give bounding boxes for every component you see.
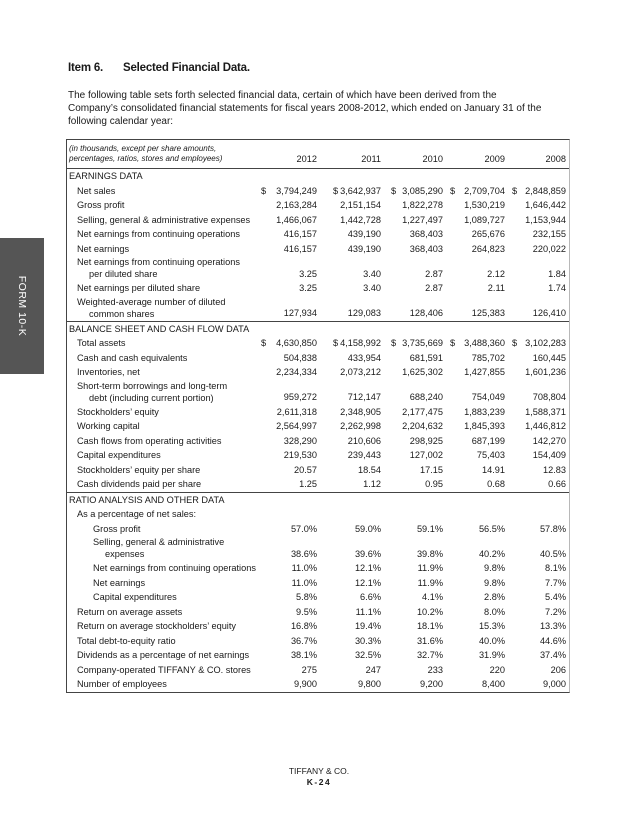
value-cell: 1,822,278 bbox=[402, 200, 443, 210]
value-cell: 2,234,334 bbox=[276, 367, 317, 377]
value-cell: 127,002 bbox=[409, 450, 443, 460]
units-note-line: (in thousands, except per share amounts, bbox=[69, 144, 217, 153]
currency-symbol: $ bbox=[450, 185, 456, 196]
table-row bbox=[67, 536, 569, 561]
value-cell: 39.8% bbox=[416, 548, 443, 559]
value-cell: 7.7% bbox=[545, 577, 566, 588]
value-cell: 57.0% bbox=[290, 523, 317, 534]
value-cell: 206 bbox=[550, 664, 566, 675]
value-cell: 4,630,850 bbox=[276, 338, 317, 348]
row-label: Net earnings bbox=[93, 577, 146, 588]
value-cell: 32.5% bbox=[354, 650, 381, 660]
value-cell: 688,240 bbox=[409, 392, 443, 402]
value-cell: 1,646,442 bbox=[525, 200, 566, 210]
row-label: Working capital bbox=[77, 421, 140, 431]
value-cell: 265,676 bbox=[471, 229, 505, 239]
year-header: 2012 bbox=[296, 154, 317, 164]
table-row bbox=[67, 448, 569, 463]
row-label: Stockholders’ equity bbox=[77, 406, 159, 417]
value-cell: 40.5% bbox=[539, 548, 566, 559]
value-cell: 264,823 bbox=[471, 243, 505, 254]
value-cell: 368,403 bbox=[409, 229, 443, 239]
value-cell: 5.8% bbox=[296, 592, 317, 602]
value-cell: 142,270 bbox=[532, 435, 566, 446]
row-label bbox=[93, 536, 224, 560]
row-label bbox=[77, 380, 227, 404]
value-cell: 11.9% bbox=[417, 577, 443, 588]
value-cell: 20.57 bbox=[294, 464, 317, 475]
table-row bbox=[67, 576, 569, 591]
row-label: Selling, general & administrative expenses bbox=[77, 214, 251, 225]
table-row bbox=[67, 256, 569, 281]
page-number: K-24 bbox=[306, 777, 332, 787]
value-cell: 1.25 bbox=[299, 479, 317, 489]
value-cell: 9.8% bbox=[484, 563, 505, 573]
value-cell: 439,190 bbox=[347, 243, 381, 254]
value-cell: 2,177,475 bbox=[402, 406, 443, 417]
value-cell: 1.74 bbox=[548, 283, 566, 293]
row-label: Cash and cash equivalents bbox=[77, 352, 188, 363]
value-cell: 2,348,905 bbox=[340, 406, 381, 417]
value-cell: 0.66 bbox=[548, 479, 566, 489]
value-cell: 8,400 bbox=[482, 679, 505, 689]
row-label: Number of employees bbox=[77, 679, 167, 689]
value-cell: 1.84 bbox=[548, 268, 566, 279]
value-cell: 0.68 bbox=[487, 479, 505, 489]
table-row bbox=[67, 605, 569, 620]
value-cell: 17.15 bbox=[420, 464, 443, 475]
value-cell: 3,102,283 bbox=[525, 338, 566, 348]
value-cell: 687,199 bbox=[471, 435, 505, 446]
row-label: Company-operated TIFFANY & CO. stores bbox=[77, 664, 251, 675]
section-heading bbox=[68, 62, 250, 74]
row-label-line: Selling, general & administrative bbox=[93, 537, 225, 547]
section-title-row bbox=[67, 169, 569, 184]
value-cell: 2,163,284 bbox=[276, 200, 317, 210]
value-cell: 127,934 bbox=[283, 308, 317, 318]
table-row bbox=[67, 184, 569, 199]
footer-company: TIFFANY & CO. bbox=[288, 766, 350, 776]
section-title: RATIO ANALYSIS AND OTHER DATA bbox=[69, 494, 225, 505]
value-cell: 2.87 bbox=[425, 283, 443, 293]
value-cell: 2.8% bbox=[484, 592, 505, 602]
value-cell: 1,446,812 bbox=[525, 421, 566, 431]
value-cell: 1,427,855 bbox=[464, 367, 505, 377]
row-label-line: Net earnings from continuing operations bbox=[77, 257, 240, 267]
currency-symbol: $ bbox=[391, 185, 397, 196]
table-row bbox=[67, 296, 569, 321]
table-row bbox=[67, 619, 569, 634]
value-cell: 14.91 bbox=[482, 464, 505, 475]
value-cell: 2,073,212 bbox=[340, 367, 381, 377]
value-cell: 5.4% bbox=[545, 592, 566, 602]
year-header: 2008 bbox=[545, 154, 566, 164]
row-label: Capital expenditures bbox=[77, 450, 161, 460]
currency-symbol: $ bbox=[261, 185, 267, 196]
row-label-line: Short-term borrowings and long-term bbox=[77, 380, 228, 391]
year-header: 2009 bbox=[484, 154, 505, 164]
value-cell: 9,000 bbox=[543, 679, 566, 689]
row-label-line: debt (including current portion) bbox=[89, 392, 214, 403]
row-label: Net earnings from continuing operations bbox=[93, 563, 256, 573]
value-cell: 1,442,728 bbox=[340, 214, 381, 225]
value-cell: 2.87 bbox=[425, 268, 443, 279]
value-cell: 1,530,219 bbox=[464, 200, 505, 210]
value-cell: 125,383 bbox=[471, 308, 505, 318]
value-cell: 128,406 bbox=[409, 308, 443, 318]
currency-symbol: $ bbox=[333, 338, 339, 348]
value-cell: 275 bbox=[301, 664, 317, 675]
value-cell: 15.3% bbox=[478, 621, 505, 631]
table-row bbox=[67, 336, 569, 351]
value-cell: 3,642,937 bbox=[340, 185, 381, 196]
value-cell: 219,530 bbox=[283, 450, 317, 460]
value-cell: 3,488,360 bbox=[464, 338, 505, 348]
row-label: Net earnings bbox=[77, 243, 130, 254]
value-cell: 8.1% bbox=[545, 563, 566, 573]
value-cell: 10.2% bbox=[416, 606, 443, 617]
table-row bbox=[67, 213, 569, 228]
value-cell: 154,409 bbox=[532, 450, 566, 460]
row-label: Cash flows from operating activities bbox=[77, 435, 222, 446]
row-label: As a percentage of net sales: bbox=[77, 509, 197, 519]
value-cell: 2,262,998 bbox=[340, 421, 381, 431]
item-number: Item 6. bbox=[68, 62, 104, 74]
value-cell: 328,290 bbox=[283, 435, 317, 446]
value-cell: 298,925 bbox=[409, 435, 443, 446]
table-row bbox=[67, 507, 569, 522]
table-row bbox=[67, 419, 569, 434]
value-cell: 32.7% bbox=[416, 650, 443, 660]
row-label-line: expenses bbox=[105, 549, 145, 559]
value-cell: 18.54 bbox=[358, 464, 381, 475]
year-header: 2010 bbox=[422, 154, 443, 164]
table-row bbox=[67, 281, 569, 296]
value-cell: 3,735,669 bbox=[402, 338, 443, 348]
row-label-line: Weighted-average number of diluted bbox=[77, 296, 226, 307]
value-cell: 1.12 bbox=[363, 479, 381, 489]
table-row bbox=[67, 648, 569, 663]
value-cell: 9,900 bbox=[294, 679, 317, 689]
value-cell: 416,157 bbox=[283, 229, 317, 239]
currency-symbol: $ bbox=[391, 338, 397, 348]
side-tab-label: FORM 10-K bbox=[16, 275, 28, 337]
currency-symbol: $ bbox=[512, 338, 518, 348]
item-title: Selected Financial Data. bbox=[123, 62, 250, 74]
row-label: Gross profit bbox=[77, 200, 125, 210]
table-row bbox=[67, 663, 569, 678]
value-cell: 19.4% bbox=[354, 621, 381, 631]
table-row bbox=[67, 242, 569, 257]
table-row bbox=[67, 463, 569, 478]
intro-line: The following table sets forth selected financial data, certain of which have been derived from the bbox=[68, 90, 497, 101]
value-cell: 368,403 bbox=[409, 243, 443, 254]
value-cell: 1,845,393 bbox=[464, 421, 505, 431]
value-cell: 2.11 bbox=[487, 283, 505, 293]
table-row bbox=[67, 405, 569, 420]
value-cell: 0.95 bbox=[425, 479, 443, 489]
value-cell: 12.1% bbox=[354, 563, 381, 573]
units-note bbox=[69, 144, 222, 164]
table-header-row bbox=[67, 140, 569, 169]
value-cell: 59.0% bbox=[354, 523, 381, 534]
year-header: 2011 bbox=[361, 154, 381, 164]
section-title-row bbox=[67, 321, 569, 337]
value-cell: 708,804 bbox=[532, 392, 566, 402]
table-body bbox=[67, 169, 569, 692]
row-label: Net earnings per diluted share bbox=[77, 283, 201, 293]
value-cell: 56.5% bbox=[478, 523, 505, 534]
value-cell: 38.6% bbox=[290, 548, 317, 559]
table-row bbox=[67, 477, 569, 492]
value-cell: 31.9% bbox=[478, 650, 505, 660]
value-cell: 1,601,236 bbox=[525, 367, 566, 377]
row-label-line: common shares bbox=[89, 308, 155, 319]
row-label: Dividends as a percentage of net earnings bbox=[77, 650, 250, 660]
value-cell: 129,083 bbox=[347, 308, 381, 318]
value-cell: 3.40 bbox=[363, 283, 381, 293]
value-cell: 11.9% bbox=[417, 563, 443, 573]
value-cell: 16.8% bbox=[290, 621, 317, 631]
value-cell: 247 bbox=[365, 664, 381, 675]
value-cell: 2,709,704 bbox=[464, 185, 505, 196]
value-cell: 504,838 bbox=[283, 352, 317, 363]
value-cell: 18.1% bbox=[416, 621, 443, 631]
selected-financial-data-table bbox=[66, 139, 570, 693]
row-label: Return on average assets bbox=[77, 606, 183, 617]
value-cell: 2.12 bbox=[487, 268, 505, 279]
value-cell: 36.7% bbox=[290, 635, 317, 646]
value-cell: 9,800 bbox=[358, 679, 381, 689]
row-label-line: per diluted share bbox=[89, 269, 158, 279]
value-cell: 3.40 bbox=[363, 268, 381, 279]
table-row bbox=[67, 198, 569, 213]
table-row bbox=[67, 522, 569, 537]
row-label bbox=[77, 296, 225, 320]
value-cell: 7.2% bbox=[545, 606, 566, 617]
value-cell: 4.1% bbox=[422, 592, 443, 602]
value-cell: 3,794,249 bbox=[276, 185, 317, 196]
form-10k-side-tab bbox=[0, 238, 44, 374]
row-label: Net earnings from continuing operations bbox=[77, 229, 240, 239]
value-cell: 38.1% bbox=[290, 650, 317, 660]
currency-symbol: $ bbox=[450, 338, 456, 348]
table-row bbox=[67, 380, 569, 405]
value-cell: 210,606 bbox=[347, 435, 381, 446]
value-cell: 9.5% bbox=[296, 606, 317, 617]
value-cell: 13.3% bbox=[539, 621, 566, 631]
value-cell: 3,085,290 bbox=[402, 185, 443, 196]
section-title: EARNINGS DATA bbox=[69, 171, 143, 181]
value-cell: 1,227,497 bbox=[402, 214, 443, 225]
row-label: Gross profit bbox=[93, 523, 141, 534]
table-row bbox=[67, 434, 569, 449]
value-cell: 239,443 bbox=[347, 450, 381, 460]
table-row bbox=[67, 561, 569, 576]
value-cell: 44.6% bbox=[539, 635, 566, 646]
value-cell: 1,883,239 bbox=[464, 406, 505, 417]
table-row bbox=[67, 227, 569, 242]
currency-symbol: $ bbox=[512, 185, 518, 196]
value-cell: 2,204,632 bbox=[402, 421, 443, 431]
value-cell: 59.1% bbox=[416, 523, 443, 534]
value-cell: 681,591 bbox=[409, 352, 443, 363]
row-label: Capital expenditures bbox=[93, 592, 177, 602]
currency-symbol: $ bbox=[261, 338, 267, 348]
row-label bbox=[77, 256, 240, 280]
value-cell: 40.2% bbox=[478, 548, 505, 559]
value-cell: 2,564,997 bbox=[276, 421, 317, 431]
value-cell: 232,155 bbox=[532, 229, 566, 239]
value-cell: 2,611,318 bbox=[276, 406, 317, 417]
value-cell: 2,848,859 bbox=[525, 185, 566, 196]
value-cell: 8.0% bbox=[484, 606, 505, 617]
value-cell: 233 bbox=[427, 664, 443, 675]
value-cell: 9.8% bbox=[484, 577, 505, 588]
table-row bbox=[67, 351, 569, 366]
value-cell: 959,272 bbox=[283, 392, 317, 402]
value-cell: 1,588,371 bbox=[525, 406, 566, 417]
row-label: Return on average stockholders’ equity bbox=[77, 621, 236, 631]
units-note-line: percentages, ratios, stores and employees) bbox=[69, 154, 223, 163]
value-cell: 11.1% bbox=[355, 606, 381, 617]
table-row bbox=[67, 634, 569, 649]
value-cell: 75,403 bbox=[476, 450, 505, 460]
value-cell: 2,151,154 bbox=[340, 200, 381, 210]
value-cell: 160,445 bbox=[532, 352, 566, 363]
value-cell: 40.0% bbox=[478, 635, 505, 646]
value-cell: 39.6% bbox=[354, 548, 381, 559]
row-label: Inventories, net bbox=[77, 367, 140, 377]
value-cell: 11.0% bbox=[291, 563, 317, 573]
value-cell: 416,157 bbox=[283, 243, 317, 254]
row-label: Cash dividends paid per share bbox=[77, 479, 202, 489]
value-cell: 1,625,302 bbox=[402, 367, 443, 377]
value-cell: 754,049 bbox=[471, 392, 505, 402]
value-cell: 1,153,944 bbox=[525, 214, 566, 225]
value-cell: 1,466,067 bbox=[276, 214, 317, 225]
value-cell: 9,200 bbox=[420, 679, 443, 689]
intro-line: Company’s consolidated financial statements for fiscal years 2008-2012, which ended on January 31 of the bbox=[68, 103, 542, 114]
section-title: BALANCE SHEET AND CASH FLOW DATA bbox=[69, 323, 250, 334]
value-cell: 220,022 bbox=[532, 243, 566, 254]
row-label: Total debt-to-equity ratio bbox=[77, 635, 176, 646]
value-cell: 220 bbox=[489, 664, 505, 675]
value-cell: 6.6% bbox=[360, 592, 381, 602]
value-cell: 126,410 bbox=[532, 308, 566, 318]
section-title-row bbox=[67, 492, 569, 508]
table-row bbox=[67, 365, 569, 380]
value-cell: 785,702 bbox=[471, 352, 505, 363]
row-label: Net sales bbox=[77, 185, 116, 196]
value-cell: 4,158,992 bbox=[340, 338, 381, 348]
value-cell: 11.0% bbox=[291, 577, 317, 588]
table-row bbox=[67, 677, 569, 692]
intro-line: following calendar year: bbox=[68, 116, 174, 127]
value-cell: 30.3% bbox=[354, 635, 381, 646]
value-cell: 1,089,727 bbox=[464, 214, 505, 225]
value-cell: 3.25 bbox=[299, 283, 317, 293]
value-cell: 31.6% bbox=[416, 635, 443, 646]
intro-paragraph bbox=[68, 89, 568, 128]
value-cell: 712,147 bbox=[347, 392, 381, 402]
value-cell: 37.4% bbox=[539, 650, 566, 660]
value-cell: 3.25 bbox=[299, 268, 317, 279]
table-row bbox=[67, 590, 569, 605]
row-label: Total assets bbox=[77, 338, 126, 348]
value-cell: 12.1% bbox=[354, 577, 381, 588]
value-cell: 12.83 bbox=[543, 464, 566, 475]
value-cell: 439,190 bbox=[347, 229, 381, 239]
value-cell: 433,954 bbox=[347, 352, 381, 363]
value-cell: 57.8% bbox=[539, 523, 566, 534]
row-label: Stockholders’ equity per share bbox=[77, 464, 201, 475]
currency-symbol: $ bbox=[333, 185, 339, 196]
